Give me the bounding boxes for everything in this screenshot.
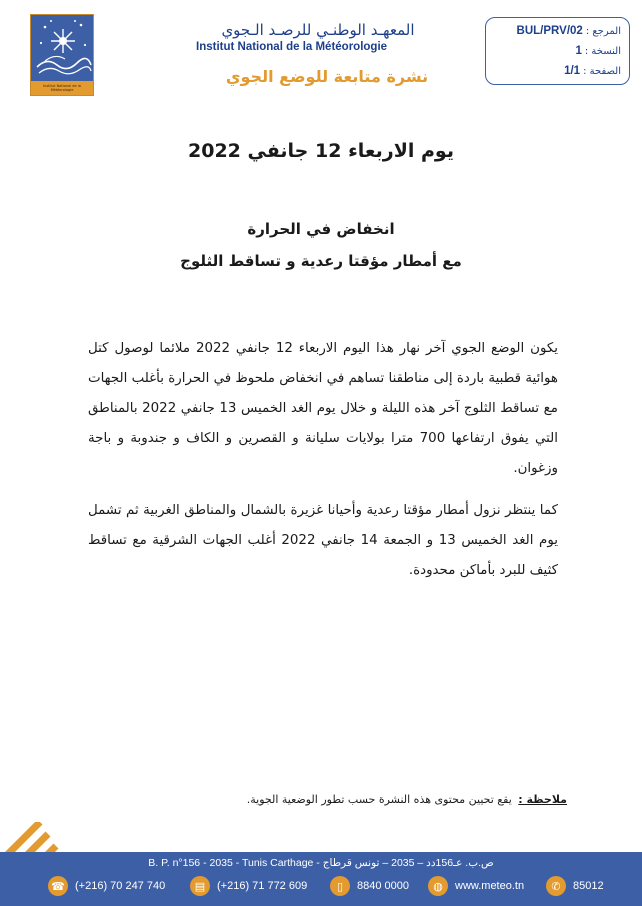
phone-icon: ☎: [48, 876, 68, 896]
institute-logo: [30, 14, 94, 96]
paragraph-2-text: كما ينتظر نزول أمطار مؤقتا رعدية وأحيانا غزيرة بالشمال والمناطق الغربية ثم تشمل يوم الغد الخميس 13 و الجمعة 14 جانفي 2022 أغلب الجهات الشرقية مع تساقط كثيف للبرد بأماكن محدودة.: [88, 503, 558, 578]
page-row: [491, 65, 621, 77]
reference-label: المرجع :: [585, 26, 621, 37]
headline-line-1: انخفاض في الحرارة: [247, 220, 395, 238]
page-footer: [0, 852, 642, 906]
service-contact: [546, 876, 604, 896]
logo-caption: Institut National de la Météorologie: [43, 84, 81, 92]
note-label: ملاحظة :: [518, 793, 567, 806]
short-number: 8840 0000: [357, 880, 409, 892]
copy-row: [491, 45, 621, 57]
paragraph-1-text: يكون الوضع الجوي آخر نهار هذا اليوم الاربعاء 12 جانفي 2022 ملائما لوصول كتل هوائية قطبية باردة إلى مناطقنا تساهم في انخفاض ملحوظ في الحرارة بأغلب الجهات مع تساقط الثلوج آخر هذه الليلة و خلال يوم الغد الخميس 13 جانفي 2022 بالمناطق التي يفوق ارتفاعها 700 مترا بولايات سليانة و القصرين و الكاف و جندوبة و باجة وزغوان.: [88, 341, 558, 476]
institute-name-french: Institut National de la Météorologie: [196, 41, 388, 53]
copy-label: النسخة :: [584, 46, 621, 57]
page-value: 1/1: [564, 65, 581, 77]
service-phone-icon: ✆: [546, 876, 566, 896]
reference-value: BUL/PRV/02: [516, 25, 583, 37]
website-contact: [428, 876, 524, 896]
phone-number: (+216) 70 247 740: [75, 880, 166, 892]
postal-address: B. P. n°156 - 2035 - Tunis Carthage - ص.ب. عـ156دد – 2035 – تونس قرطاج: [148, 857, 494, 869]
reference-box: [485, 17, 630, 85]
body-paragraph-2: [88, 496, 558, 586]
page-label: الصفحة :: [583, 66, 621, 77]
update-note: [247, 793, 567, 806]
mobile-icon: ▯: [330, 876, 350, 896]
body-paragraph-1: [88, 334, 558, 484]
fax-icon: ▤: [190, 876, 210, 896]
bulletin-date: يوم الاربعاء 12 جانفي 2022: [188, 140, 454, 162]
bulletin-title: نشرة متابعة للوضع الجوي: [225, 67, 429, 86]
reference-row: [491, 25, 621, 37]
short-number-contact: [330, 876, 409, 896]
phone-contact: [48, 876, 165, 896]
note-text: يقع تحيين محتوى هذه النشرة حسب تطور الوضعية الجوية.: [246, 793, 512, 806]
website-link[interactable]: www.meteo.tn: [455, 880, 525, 892]
institute-name-arabic: المعهـد الوطنـي للرصـد الـجوي: [221, 21, 415, 39]
fax-number: (+216) 71 772 609: [217, 880, 308, 892]
headline-line-2: مع أمطار مؤقتا رعدية و تساقط الثلوج: [180, 252, 462, 270]
fax-contact: [190, 876, 307, 896]
copy-value: 1: [575, 45, 582, 57]
globe-icon: ◍: [428, 876, 448, 896]
logo-band: [31, 81, 93, 95]
logo-emblem-icon: [31, 15, 95, 83]
service-number: 85012: [573, 880, 604, 892]
